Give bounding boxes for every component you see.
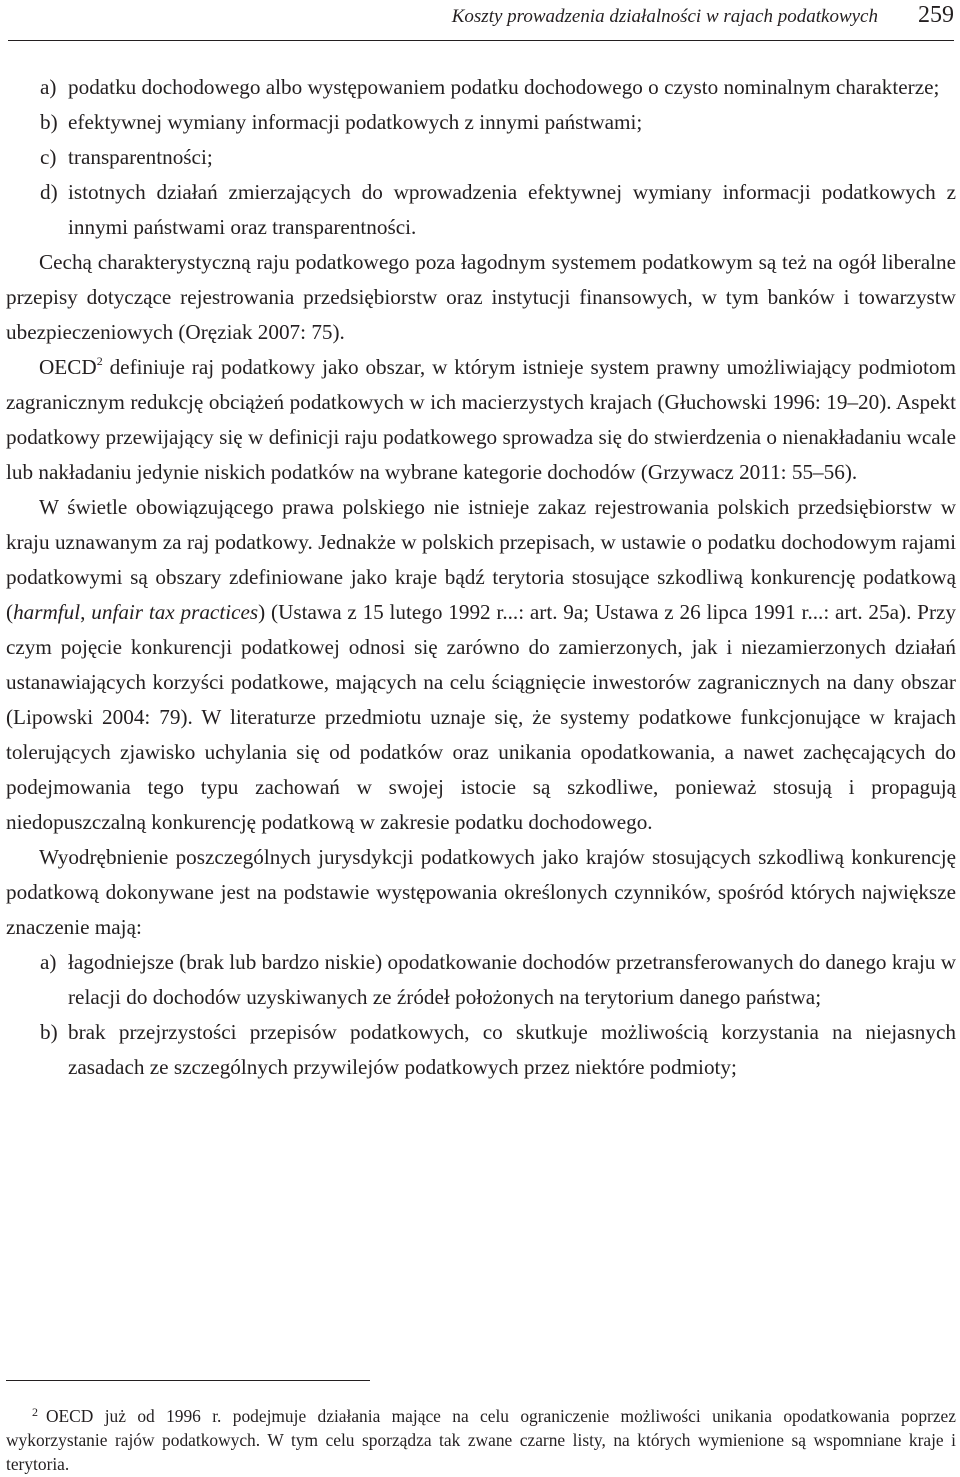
list-item	[6, 70, 956, 105]
running-title: Koszty prowadzenia działalności w rajach podatkowych	[451, 6, 878, 27]
oecd-lead: OECD	[39, 355, 97, 379]
list-item-text: istotnych działań zmierzających do wprowadzenia efektywnej wymiany informacji podatkowych z innymi państwami oraz transparentności.	[68, 180, 956, 239]
paragraph: Wyodrębnienie poszczególnych jurysdykcji podatkowych jako krajów stosujących szkodliwą konkurencję podatkową dokonywane jest na podstawie występowania określonych czynników, spośród których największe znaczenie mają:	[6, 845, 956, 939]
italic-term: unfair tax practices	[91, 600, 259, 624]
running-header	[8, 0, 954, 41]
footnote-number: 2	[32, 1405, 38, 1419]
list-marker: b)	[40, 110, 58, 134]
list-marker: b)	[40, 1020, 58, 1044]
list-item	[6, 105, 956, 140]
paragraph: Cechą charakterystyczną raju podatkowego poza łagodnym systemem podatkowym są też na ogół liberalne przepisy dotyczące rejestrowania przedsiębiorstw oraz instytucji finansowych, w tym banków i towarzystw ubezpieczeniowych (Oręziak 2007: 75).	[6, 250, 956, 344]
list-item-text: łagodniejsze (brak lub bardzo niskie) opodatkowanie dochodów przetransferowanych do danego kraju w relacji do dochodów uzyskiwanych ze źródeł położonych na terytorium danego państwa;	[68, 950, 956, 1009]
list-item-text: brak przejrzystości przepisów podatkowych, co skutkuje możliwością korzystania na niejasnych zasadach ze szczególnych przywilejów podatkowych przez niektóre podmioty;	[68, 1020, 956, 1079]
list-marker: c)	[40, 145, 57, 169]
italic-term: harmful	[13, 600, 81, 624]
list-marker: a)	[40, 75, 57, 99]
footnote-reference: 2	[96, 354, 103, 368]
factors-list	[6, 945, 956, 1085]
list-item	[6, 140, 956, 175]
list-item	[6, 175, 956, 245]
paragraph-text: ) (Ustawa z 15 lutego 1992 r...: art. 9a; Ustawa z 26 lipca 1991 r...: art. 25a). Przy czym pojęcie konkurencji podatkowej odnosi się zarówno do zamierzonych, jak i niezamierzonych działań ustanawiających korzyści podatkowe, mających na celu ściągnięcie inwestorów zagranicznych na dany obszar (Lipowski 2004: 79). W literaturze przedmiotu uznaje się, że systemy podatkowe funkcjonujące w krajach tolerujących zjawisko uchylania się od podatków oraz unikania opodatkowania, a nawet zachęcających do podejmowania tego typu zachowań w swojej istocie są szkodliwe, ponieważ stosują i propagują niedopuszczalną konkurencję podatkową w zakresie podatku dochodowego.	[6, 600, 956, 834]
main-text	[6, 70, 956, 1085]
page-number: 259	[918, 2, 954, 28]
separator: ,	[80, 600, 92, 624]
paragraph-text: definiuje raj podatkowy jako obszar, w którym istnieje system prawny umożliwiający podmiotom zagranicznym redukcję obciążeń podatkowych w ich macierzystych krajach (Głuchowski 1996: 19–20). Aspekt podatkowy przewijający się w definicji raju podatkowego sprowadza się do stwierdzenia o nienakładaniu wcale lub nakładaniu jedynie niskich podatków na wybrane kategorie dochodów (Grzywacz 2011: 55–56).	[6, 355, 956, 484]
list-item-text: efektywnej wymiany informacji podatkowych z innymi państwami;	[68, 110, 643, 134]
footnote-divider	[6, 1380, 370, 1381]
list-item	[6, 1015, 956, 1085]
list-item-text: podatku dochodowego albo występowaniem podatku dochodowego o czysto nominalnym charakterze;	[68, 75, 940, 99]
paragraph	[6, 490, 956, 840]
list-item-text: transparentności;	[68, 145, 213, 169]
criteria-list	[6, 70, 956, 245]
list-item	[6, 945, 956, 1015]
list-marker: d)	[40, 180, 58, 204]
list-marker: a)	[40, 950, 57, 974]
paragraph-text: W świetle obowiązującego prawa polskiego nie istnieje zakaz rejestrowania polskich przedsiębiorstw w kraju uznawanym za raj podatkowy. Jednakże w polskich przepisach, w ustawie o podatku dochodowym rajami podatkowymi są obszary zdefiniowane jako kraje bądź terytoria stosujące szkodliwą konkurencję podatkową (	[6, 495, 956, 624]
footnote-text: OECD już od 1996 r. podejmuje działania mające na celu ograniczenie możliwości unikania opodatkowania poprzez wykorzystanie rajów podatkowych. W tym celu sporządza tak zwane czarne listy, na których wymienione są wspomniane kraje i terytoria.	[6, 1406, 956, 1474]
footnote	[6, 1404, 956, 1476]
paragraph	[6, 350, 956, 490]
